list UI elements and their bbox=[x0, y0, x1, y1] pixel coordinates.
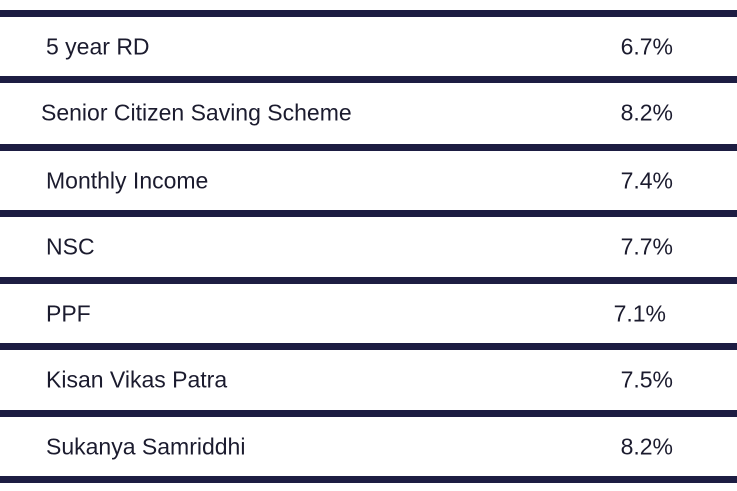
scheme-name: Monthly Income bbox=[46, 167, 209, 193]
interest-rate: 7.5% bbox=[620, 366, 673, 392]
interest-rate: 7.4% bbox=[620, 167, 673, 193]
interest-rate: 8.2% bbox=[620, 433, 673, 459]
interest-rate: 6.7% bbox=[620, 33, 673, 59]
scheme-name: PPF bbox=[46, 300, 91, 326]
table-row bbox=[0, 17, 737, 76]
scheme-name: 5 year RD bbox=[46, 33, 150, 59]
row-divider bbox=[0, 476, 737, 483]
row-divider bbox=[0, 144, 737, 151]
table-row bbox=[0, 151, 737, 210]
table-row bbox=[0, 417, 737, 476]
scheme-name: Sukanya Samriddhi bbox=[46, 433, 246, 459]
interest-rate: 7.7% bbox=[620, 233, 673, 259]
interest-rate: 7.1% bbox=[613, 300, 666, 326]
row-divider bbox=[0, 210, 737, 217]
table-row bbox=[0, 350, 737, 409]
scheme-name: NSC bbox=[46, 233, 95, 259]
scheme-name: Kisan Vikas Patra bbox=[46, 366, 228, 392]
row-divider bbox=[0, 343, 737, 350]
row-divider bbox=[0, 10, 737, 17]
row-divider bbox=[0, 410, 737, 417]
scheme-name: Senior Citizen Saving Scheme bbox=[41, 99, 352, 125]
table-row bbox=[0, 284, 737, 343]
interest-rate: 8.2% bbox=[620, 99, 673, 125]
table-row bbox=[0, 217, 737, 276]
table-row bbox=[0, 83, 737, 142]
row-divider bbox=[0, 76, 737, 83]
row-divider bbox=[0, 277, 737, 284]
